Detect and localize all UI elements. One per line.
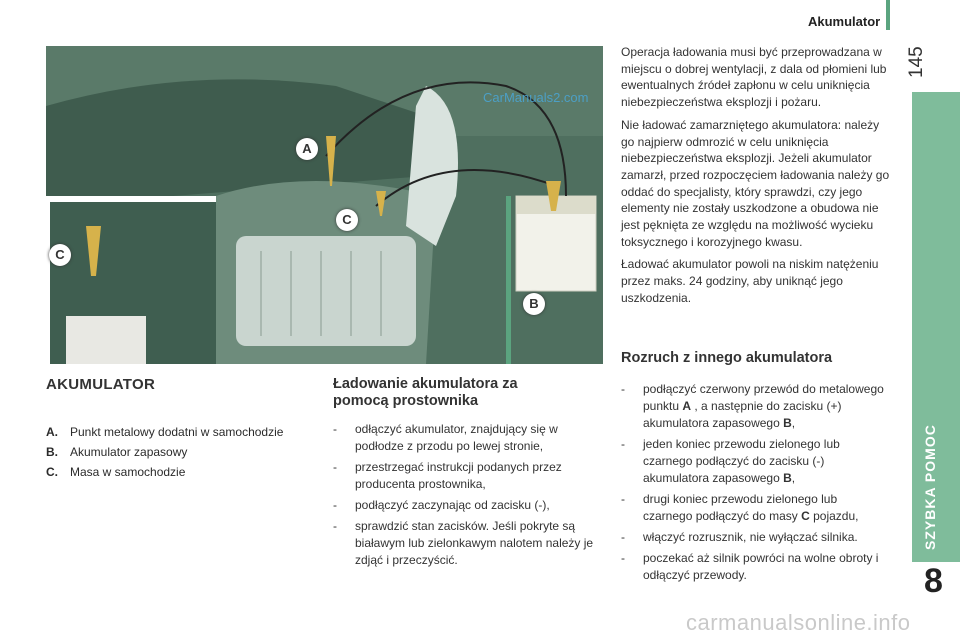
legend-text: Akumulator zapasowy bbox=[70, 445, 188, 459]
safety-notes bbox=[621, 44, 893, 313]
list-dash: - bbox=[333, 519, 337, 533]
list-dash: - bbox=[621, 492, 625, 506]
callout-c-main-label: C bbox=[342, 212, 352, 227]
top-watermark: CarManuals2.com bbox=[483, 90, 589, 105]
list-item bbox=[333, 459, 595, 493]
list-item-text: włączyć rozrusznik, nie wyłączać silnika. bbox=[643, 530, 858, 544]
header-accent-bar bbox=[886, 0, 890, 30]
list-item bbox=[333, 518, 595, 569]
list-item bbox=[621, 381, 889, 432]
list-item-text: odłączyć akumulator, znajdujący się w podłodze z przodu po lewej stronie, bbox=[355, 422, 558, 453]
callout-a-label: A bbox=[302, 141, 312, 156]
legend-key: A. bbox=[46, 425, 58, 439]
section-heading-charging bbox=[333, 376, 583, 410]
bottom-watermark: carmanualsonline.info bbox=[686, 610, 911, 635]
legend-item bbox=[46, 462, 283, 482]
step-text: , bbox=[791, 471, 796, 485]
section-heading-akumulator: AKUMULATOR bbox=[46, 376, 156, 393]
list-item bbox=[621, 550, 889, 584]
step-text: drugi koniec przewodu zielonego lub czarnego podłączyć do masy bbox=[643, 492, 838, 523]
charging-steps-list bbox=[333, 421, 595, 573]
list-item bbox=[621, 436, 889, 487]
page-number: 145 bbox=[906, 46, 927, 78]
list-dash: - bbox=[621, 530, 625, 544]
list-item-text bbox=[643, 491, 889, 525]
legend-key: C. bbox=[46, 465, 58, 479]
callout-c-main bbox=[336, 209, 358, 231]
list-dash: - bbox=[621, 437, 625, 451]
list-item-text: przestrzegać instrukcji podanych przez producenta prostownika, bbox=[355, 460, 562, 491]
list-dash: - bbox=[333, 422, 337, 436]
charging-heading-line1: Ładowanie akumulatora za bbox=[333, 376, 518, 392]
legend-item bbox=[46, 422, 283, 442]
legend-text: Punkt metalowy dodatni w samochodzie bbox=[70, 425, 284, 439]
chapter-tab-label: SZYBKA POMOC bbox=[922, 424, 938, 550]
note-paragraph: Operacja ładowania musi być przeprowadzana w miejscu o dobrej wentylacji, z dala od płomieni lub ewentualnych źródeł zapłonu w celu uniknięcia niebezpieczeństwa eksplozji i pożaru. bbox=[621, 45, 887, 110]
legend-key: B. bbox=[46, 445, 58, 459]
list-dash: - bbox=[333, 498, 337, 512]
chapter-number: 8 bbox=[924, 562, 943, 600]
list-item bbox=[621, 529, 889, 546]
jumpstart-steps-list bbox=[621, 381, 889, 588]
page-header-title: Akumulator bbox=[808, 14, 881, 29]
list-item-text bbox=[643, 381, 889, 432]
list-dash: - bbox=[333, 460, 337, 474]
list-item-text: poczekać aż silnik powróci na wolne obroty i odłączyć przewody. bbox=[643, 551, 879, 582]
step-text: , bbox=[791, 416, 796, 430]
list-dash: - bbox=[621, 551, 625, 565]
charging-heading-line2: pomocą prostownika bbox=[333, 393, 479, 409]
legend-item bbox=[46, 442, 283, 462]
step-ref: B bbox=[783, 416, 792, 430]
list-item-text: sprawdzić stan zacisków. Jeśli pokryte są białawym lub zielonkawym nalotem należy je zdjąć i przeczyścić. bbox=[355, 519, 594, 567]
list-item bbox=[621, 491, 889, 525]
photo-legend bbox=[46, 422, 283, 482]
callout-c-inset bbox=[49, 244, 71, 266]
step-text: jeden koniec przewodu zielonego lub czarnego podłączyć do zacisku (-) akumulatora zapasowego bbox=[643, 437, 840, 485]
note-paragraph: Nie ładować zamarzniętego akumulatora: należy go najpierw odmrozić w celu uniknięcia niebezpieczeństwa eksplozji. Jeżeli akumulator zamarzł, przed rozpoczęciem ładowania należy go oddać do specjalisty, który sprawdzi, czy jego elementy nie zostały uszkodzone a obudowa nie jest pęknięta ze względu na możliwość wycieku toksycznego i korozyjnego kwasu. bbox=[621, 117, 890, 249]
callout-b bbox=[523, 293, 545, 315]
callout-a bbox=[296, 138, 318, 160]
list-dash: - bbox=[621, 382, 625, 396]
step-ref: C bbox=[801, 509, 810, 523]
step-text: , a następnie do zacisku (+) akumulatora zapasowego bbox=[643, 399, 842, 430]
section-heading-jumpstart: Rozruch z innego akumulatora bbox=[621, 350, 833, 366]
step-ref: A bbox=[682, 399, 692, 413]
step-text: pojazdu, bbox=[809, 509, 859, 523]
list-item-text bbox=[643, 436, 889, 487]
legend-text: Masa w samochodzie bbox=[70, 465, 186, 479]
list-item-text: podłączyć zaczynając od zacisku (-), bbox=[355, 498, 550, 512]
list-item bbox=[333, 497, 595, 514]
step-text: podłączyć czerwony przewód do metalowego punktu bbox=[643, 382, 884, 413]
list-item bbox=[333, 421, 595, 455]
step-ref: B bbox=[783, 471, 792, 485]
callout-b-label: B bbox=[529, 296, 539, 311]
callout-c-inset-label: C bbox=[55, 247, 65, 262]
note-paragraph: Ładować akumulator powoli na niskim natężeniu przez maks. 24 godziny, aby uniknąć jego uszkodzenia. bbox=[621, 257, 879, 305]
